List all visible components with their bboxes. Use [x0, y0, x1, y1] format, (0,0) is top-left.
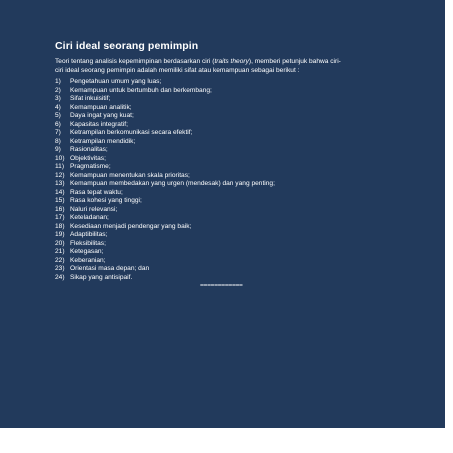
- list-item: [55, 274, 275, 283]
- list-item-number: 5): [55, 112, 61, 119]
- list-item-text: Pragmatisme;: [70, 163, 111, 170]
- list-item: [55, 197, 275, 206]
- intro-line-2: ciri ideal seorang pemimpin adalah memiliki sifat atau kemampuan sebagai berikut :: [55, 67, 300, 74]
- list-item-number: 10): [55, 154, 65, 162]
- list-item: [55, 180, 275, 189]
- list-item-text: Rasionalitas;: [70, 146, 108, 153]
- list-item-text: Kapasitas integratif;: [70, 120, 128, 128]
- list-item: [55, 138, 275, 147]
- list-item-number: 13): [55, 180, 65, 187]
- list-item-text: Sikap yang antisipaif.: [70, 273, 133, 281]
- list-item-number: 3): [55, 95, 61, 102]
- list-item-text: Daya ingat yang kuat;: [70, 112, 134, 119]
- list-item: [55, 129, 275, 138]
- list-item-number: 23): [55, 265, 65, 272]
- list-item: [55, 155, 275, 164]
- list-item-text: Sifat inkuisitif;: [70, 95, 111, 102]
- intro-italic-term: traits theory: [214, 58, 249, 65]
- list-item-text: Ketegasan;: [70, 248, 104, 255]
- list-item: [55, 248, 275, 257]
- list-item-text: Kemampuan membedakan yang urgen (mendesak) dan yang penting;: [70, 180, 275, 187]
- list-item-number: 12): [55, 171, 65, 179]
- intro-paragraph: [55, 57, 395, 75]
- list-item-number: 16): [55, 205, 65, 213]
- list-item-text: Kemampuan analitik;: [70, 103, 132, 111]
- list-item-text: Keberanian;: [70, 256, 106, 264]
- list-item-number: 15): [55, 197, 65, 204]
- list-item-text: Ketrampilan berkomunikasi secara efektif;: [70, 129, 193, 136]
- list-item: [55, 95, 275, 104]
- list-item-text: Ketrampilan mendidik;: [70, 137, 136, 145]
- list-item-text: Objektivitas;: [70, 154, 106, 162]
- list-item-text: Kemampuan menentukan skala prioritas;: [70, 171, 190, 179]
- list-item-number: 8): [55, 137, 61, 145]
- list-item-number: 24): [55, 273, 65, 281]
- list-item-number: 20): [55, 239, 65, 247]
- list-item: [55, 87, 275, 96]
- list-item-number: 21): [55, 248, 65, 255]
- list-item: [55, 231, 275, 240]
- list-item-text: Keteladanan;: [70, 214, 109, 221]
- intro-line-1: [55, 57, 395, 66]
- list-item-number: 1): [55, 78, 61, 85]
- list-item: [55, 240, 275, 249]
- section-separator: ============: [200, 282, 243, 289]
- list-item: [55, 189, 275, 198]
- list-item-number: 4): [55, 103, 61, 111]
- list-item: [55, 78, 275, 87]
- list-item-text: Rasa kohesi yang tinggi;: [70, 197, 142, 204]
- list-item-number: 22): [55, 256, 65, 264]
- list-item: [55, 104, 275, 113]
- list-item-number: 9): [55, 146, 61, 153]
- list-item-number: 6): [55, 120, 61, 128]
- list-item-number: 2): [55, 86, 61, 94]
- intro-text-before: Teori tentang analisis kepemimpinan berdasarkan ciri (: [55, 58, 215, 65]
- list-item-number: 7): [55, 129, 61, 136]
- list-item: [55, 121, 275, 130]
- list-item-text: Kemampuan untuk bertumbuh dan berkembang;: [70, 86, 212, 94]
- list-item-number: 14): [55, 188, 65, 196]
- list-item-text: Kesediaan menjadi pendengar yang baik;: [70, 222, 192, 230]
- list-item-number: 18): [55, 222, 65, 230]
- list-item: [55, 112, 275, 121]
- traits-list: [55, 78, 275, 282]
- list-item-text: Orientasi masa depan; dan: [70, 265, 150, 272]
- list-item-number: 17): [55, 214, 65, 221]
- list-item: [55, 265, 275, 274]
- intro-text-after: ), memberi petunjuk bahwa ciri-: [248, 58, 341, 65]
- list-item: [55, 206, 275, 215]
- list-item: [55, 257, 275, 266]
- list-item: [55, 223, 275, 232]
- list-item-text: Fleksibilitas;: [70, 239, 106, 247]
- page-title: Ciri ideal seorang pemimpin: [55, 40, 199, 52]
- list-item: [55, 163, 275, 172]
- list-item-text: Adaptibilitas;: [70, 231, 108, 238]
- list-item-text: Naluri relevansi;: [70, 205, 118, 213]
- list-item: [55, 146, 275, 155]
- list-item: [55, 214, 275, 223]
- list-item-number: 19): [55, 231, 65, 238]
- list-item: [55, 172, 275, 181]
- list-item-text: Pengetahuan umum yang luas;: [70, 78, 162, 85]
- list-item-text: Rasa tepat waktu;: [70, 188, 123, 196]
- list-item-number: 11): [55, 163, 65, 170]
